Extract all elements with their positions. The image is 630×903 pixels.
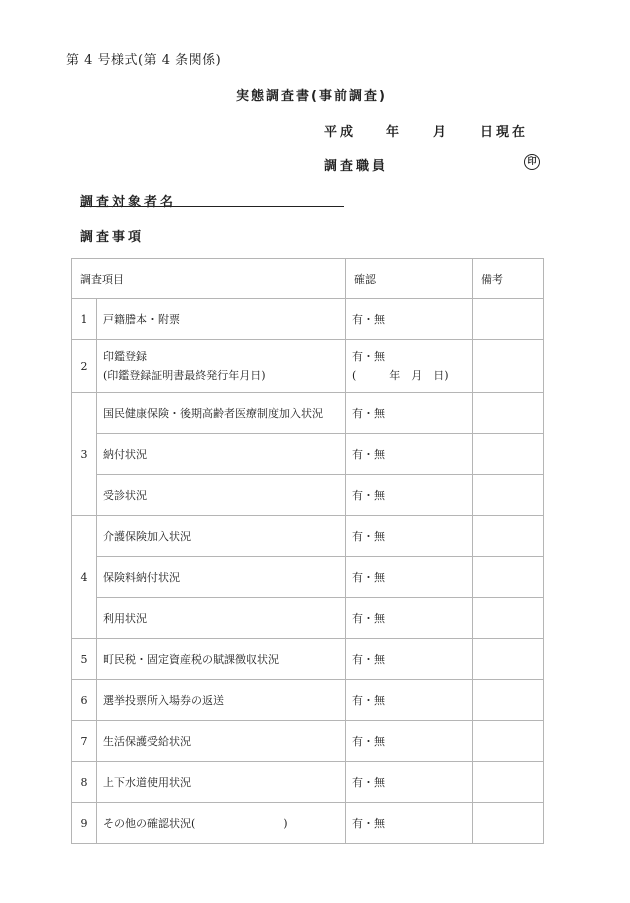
row-item: 上下水道使用状況 xyxy=(97,762,346,803)
row-item[interactable]: その他の確認状況( ) xyxy=(97,803,346,844)
table-row xyxy=(72,434,544,475)
row-remarks[interactable] xyxy=(473,598,544,639)
row-remarks[interactable] xyxy=(473,680,544,721)
row-confirm[interactable]: 有・無 xyxy=(346,639,473,680)
table-row xyxy=(72,393,544,434)
date-month: 月 xyxy=(433,125,447,140)
row-confirm[interactable]: 有・無 xyxy=(346,762,473,803)
form-number: 第 4 号様式(第 4 条関係) xyxy=(66,53,222,68)
row-confirm[interactable]: 有・無 xyxy=(346,475,473,516)
row-number: 6 xyxy=(72,680,97,721)
row-confirm[interactable]: 有・無 xyxy=(346,598,473,639)
table-row xyxy=(72,680,544,721)
row-number: 1 xyxy=(72,299,97,340)
date-year: 年 xyxy=(386,125,400,140)
items-heading: 調査事項 xyxy=(80,230,145,245)
header-confirm: 確認 xyxy=(346,259,473,299)
header-item: 調査項目 xyxy=(72,259,346,299)
row-number: 3 xyxy=(72,393,97,516)
row-item: 町民税・固定資産税の賦課徴収状況 xyxy=(97,639,346,680)
row-remarks[interactable] xyxy=(473,557,544,598)
date-era: 平成 xyxy=(324,125,357,140)
row-confirm[interactable]: 有・無 xyxy=(346,721,473,762)
row-remarks[interactable] xyxy=(473,299,544,340)
row-confirm[interactable]: 有・無 xyxy=(346,393,473,434)
row-number: 4 xyxy=(72,516,97,639)
row-number: 2 xyxy=(72,340,97,393)
row-item: 選挙投票所入場券の返送 xyxy=(97,680,346,721)
table-row xyxy=(72,340,544,393)
row-confirm[interactable]: 有・無 xyxy=(346,803,473,844)
row-remarks[interactable] xyxy=(473,340,544,393)
row-remarks[interactable] xyxy=(473,721,544,762)
row-item: 介護保険加入状況 xyxy=(97,516,346,557)
row-item: 利用状況 xyxy=(97,598,346,639)
target-name-field[interactable] xyxy=(80,206,344,207)
table-row xyxy=(72,598,544,639)
row-item: 国民健康保険・後期高齢者医療制度加入状況 xyxy=(97,393,346,434)
row-item: 戸籍謄本・附票 xyxy=(97,299,346,340)
row-confirm-line: 有・無 xyxy=(352,350,385,363)
row-item: 保険料納付状況 xyxy=(97,557,346,598)
table-row xyxy=(72,721,544,762)
row-confirm[interactable]: 有・無 xyxy=(346,557,473,598)
row-number: 5 xyxy=(72,639,97,680)
staff-label: 調査職員 xyxy=(324,159,389,174)
row-confirm[interactable]: 有・無 xyxy=(346,680,473,721)
row-item-line: 印鑑登録 xyxy=(103,350,147,363)
survey-table xyxy=(71,258,544,844)
row-number: 8 xyxy=(72,762,97,803)
row-confirm[interactable] xyxy=(346,340,473,393)
row-remarks[interactable] xyxy=(473,475,544,516)
row-confirm[interactable]: 有・無 xyxy=(346,434,473,475)
row-number: 7 xyxy=(72,721,97,762)
row-remarks[interactable] xyxy=(473,434,544,475)
header-remarks: 備考 xyxy=(473,259,544,299)
row-item xyxy=(97,340,346,393)
row-item: 生活保護受給状況 xyxy=(97,721,346,762)
row-remarks[interactable] xyxy=(473,803,544,844)
row-remarks[interactable] xyxy=(473,639,544,680)
document-title: 実態調査書(事前調査) xyxy=(236,89,387,104)
row-confirm-date[interactable]: ( 年 月 日) xyxy=(352,369,449,382)
row-item: 納付状況 xyxy=(97,434,346,475)
row-number: 9 xyxy=(72,803,97,844)
row-remarks[interactable] xyxy=(473,393,544,434)
date-as-of: 日現在 xyxy=(480,125,529,140)
table-row xyxy=(72,557,544,598)
seal-icon: 印 xyxy=(524,154,540,170)
row-remarks[interactable] xyxy=(473,516,544,557)
table-row xyxy=(72,516,544,557)
table-row xyxy=(72,803,544,844)
table-row xyxy=(72,762,544,803)
row-remarks[interactable] xyxy=(473,762,544,803)
row-item-subline: (印鑑登録証明書最終発行年月日) xyxy=(103,369,266,382)
row-item: 受診状況 xyxy=(97,475,346,516)
table-header-row xyxy=(72,259,544,299)
table-row xyxy=(72,639,544,680)
row-confirm[interactable]: 有・無 xyxy=(346,516,473,557)
target-name-label: 調査対象者名 xyxy=(80,195,177,210)
row-confirm[interactable]: 有・無 xyxy=(346,299,473,340)
table-row xyxy=(72,299,544,340)
table-row xyxy=(72,475,544,516)
